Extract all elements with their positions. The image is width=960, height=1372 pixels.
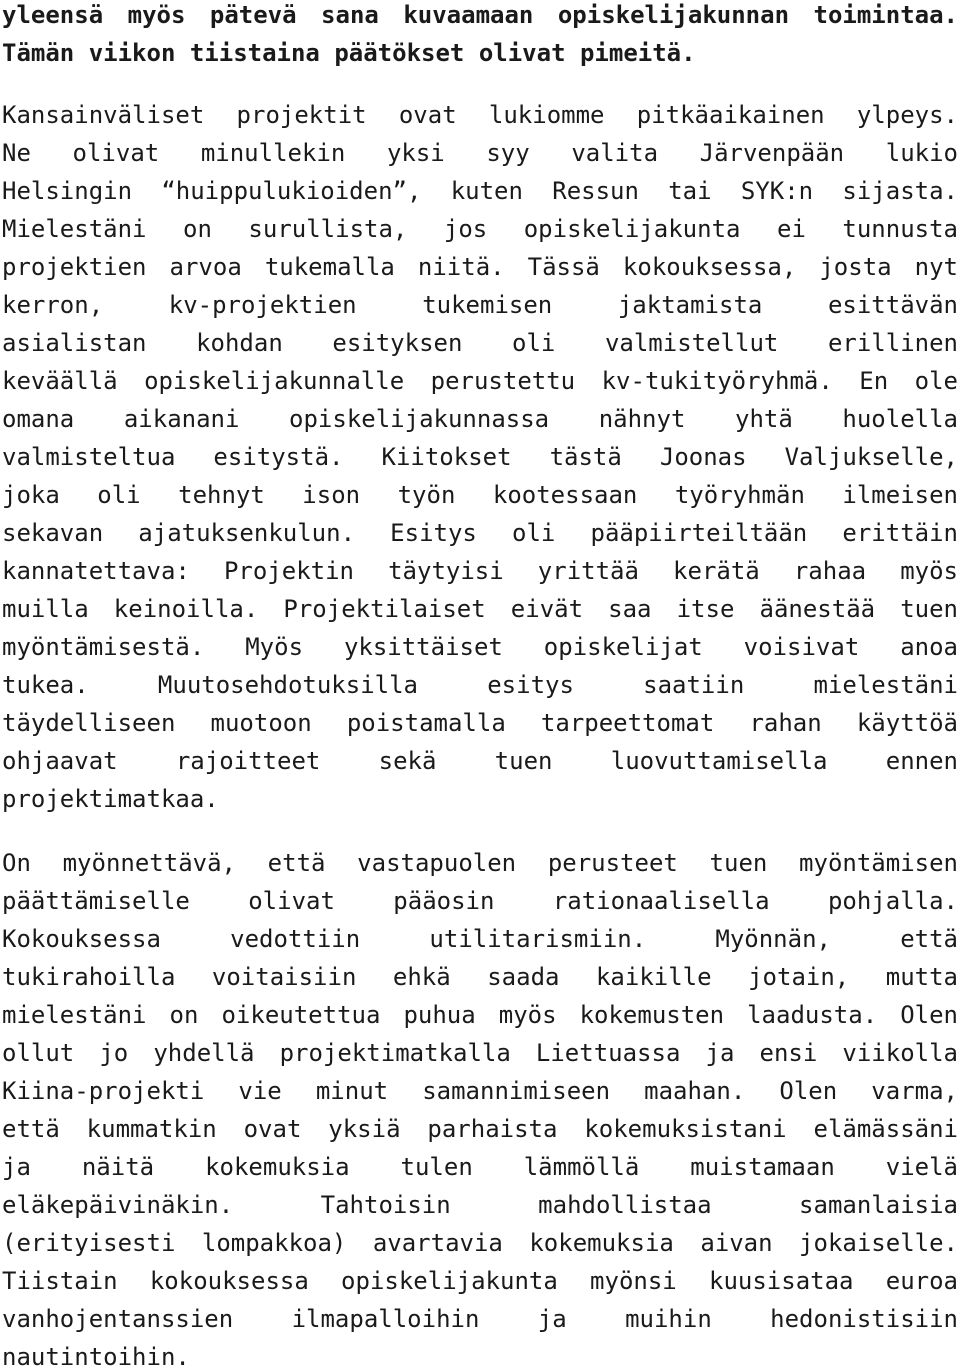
text-line: kannatettava: Projektin täytyisi yrittää kerätä rahaa myös — [2, 557, 958, 585]
text-line: vanhojentanssien ilmapalloihin ja muihin hedonistisiin — [2, 1305, 958, 1333]
text-line: projektimatkaa. — [2, 785, 219, 813]
text-line: (erityisesti lompakkoa) avartavia kokemuksia aivan jokaiselle. — [2, 1229, 958, 1257]
text-line: Ne olivat minullekin yksi syy valita Järvenpään lukio — [2, 139, 958, 167]
text-line: kerron, kv-projektien tukemisen jaktamista esittävän — [2, 291, 958, 319]
text-line: täydelliseen muotoon poistamalla tarpeettomat rahan käyttöä — [2, 709, 958, 737]
text-line: päättämiselle olivat pääosin rationaalisella pohjalla. — [2, 887, 958, 915]
text-line: Tämän viikon tiistaina päätökset olivat pimeitä. — [2, 39, 696, 67]
text-line: nautintoihin. — [2, 1343, 190, 1371]
text-line: tukirahoilla voitaisiin ehkä saada kaikille jotain, mutta — [2, 963, 958, 991]
text-line: Tiistain kokouksessa opiskelijakunta myönsi kuusisataa euroa — [2, 1267, 958, 1295]
text-line: valmisteltua esitystä. Kiitokset tästä Joonas Valjukselle, — [2, 443, 958, 471]
text-line: Kiina-projekti vie minut samannimiseen maahan. Olen varma, — [2, 1077, 958, 1105]
text-line: että kummatkin ovat yksiä parhaista kokemuksistani elämässäni — [2, 1115, 958, 1143]
text-line: Helsingin “huippulukioiden”, kuten Ressun tai SYK:n sijasta. — [2, 177, 958, 205]
text-line: On myönnettävä, että vastapuolen perusteet tuen myöntämisen — [2, 849, 958, 877]
text-line: myöntämisestä. Myös yksittäiset opiskelijat voisivat anoa — [2, 633, 958, 661]
text-line: joka oli tehnyt ison työn kootessaan työryhmän ilmeisen — [2, 481, 958, 509]
text-line: yleensä myös pätevä sana kuvaamaan opiskelijakunnan toimintaa. — [2, 1, 958, 29]
text-line: projektien arvoa tukemalla niitä. Tässä kokouksessa, josta nyt — [2, 253, 958, 281]
text-line: ollut jo yhdellä projektimatkalla Liettuassa ja ensi viikolla — [2, 1039, 958, 1067]
text-line: keväällä opiskelijakunnalle perustettu kv-tukityöryhmä. En ole — [2, 367, 958, 395]
text-line: Kansainväliset projektit ovat lukiomme pitkäaikainen ylpeys. — [2, 101, 958, 129]
text-line: ja näitä kokemuksia tulen lämmöllä muistamaan vielä — [2, 1153, 958, 1181]
text-line: omana aikanani opiskelijakunnassa nähnyt yhtä huolella — [2, 405, 958, 433]
text-line: eläkepäivinäkin. Tahtoisin mahdollistaa samanlaisia — [2, 1191, 958, 1219]
text-line: Kokouksessa vedottiin utilitarismiin. Myönnän, että — [2, 925, 958, 953]
text-line: asialistan kohdan esityksen oli valmistellut erillinen — [2, 329, 958, 357]
text-line: sekavan ajatuksenkulun. Esitys oli pääpiirteiltään erittäin — [2, 519, 958, 547]
text-line: Mielestäni on surullista, jos opiskelijakunta ei tunnusta — [2, 215, 958, 243]
text-line: muilla keinoilla. Projektilaiset eivät saa itse äänestää tuen — [2, 595, 958, 623]
text-line: tukea. Muutosehdotuksilla esitys saatiin mielestäni — [2, 671, 958, 699]
text-line: mielestäni on oikeutettua puhua myös kokemusten laadusta. Olen — [2, 1001, 958, 1029]
text-line: ohjaavat rajoitteet sekä tuen luovuttamisella ennen — [2, 747, 958, 775]
